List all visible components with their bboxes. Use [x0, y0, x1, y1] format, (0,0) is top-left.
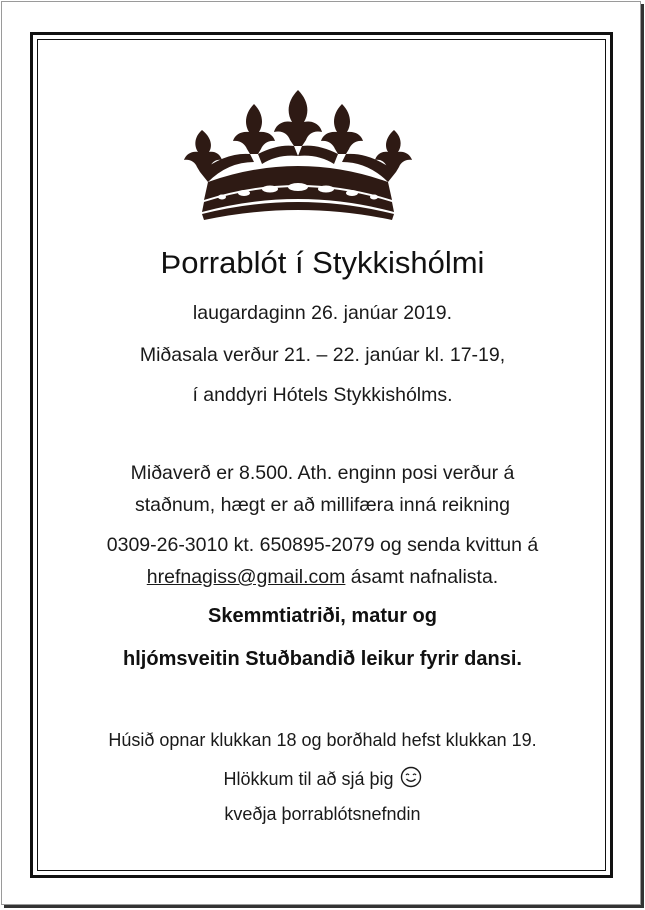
ticket-sale-dates: Miðasala verður 21. – 22. janúar kl. 17-19, [139, 344, 506, 366]
email-link[interactable]: hrefnagiss@gmail.com [146, 566, 346, 588]
event-title: Þorrablót í Stykkishólmi [160, 245, 485, 280]
highlight-line-1: Skemmtiatriði, matur og [208, 605, 437, 627]
email-suffix: ásamt nafnalista. [345, 566, 499, 588]
opening-times: Húsið opnar klukkan 18 og borðhald hefst klukkan 19. [108, 730, 537, 750]
email-line [0, 566, 645, 589]
ticket-sale-place: í anddyri Hótels Stykkishólms. [192, 384, 453, 406]
signoff: kveðja þorrablótsnefndin [224, 804, 421, 824]
event-date: laugardaginn 26. janúar 2019. [192, 302, 453, 324]
crown-icon [178, 90, 418, 222]
smiley-icon [400, 766, 422, 788]
highlight-line-2: hljómsveitin Stuðbandið leikur fyrir dansi. [123, 648, 522, 670]
price-info-line-2: staðnum, hægt er að millifæra inná reikning [134, 494, 510, 516]
greeting-line [0, 766, 645, 790]
greeting-text: Hlökkum til að sjá þig [223, 769, 394, 789]
account-info: 0309-26-3010 kt. 650895-2079 og senda kvittun á [106, 534, 539, 556]
price-info-line-1: Miðaverð er 8.500. Ath. enginn posi verður á [130, 462, 515, 484]
